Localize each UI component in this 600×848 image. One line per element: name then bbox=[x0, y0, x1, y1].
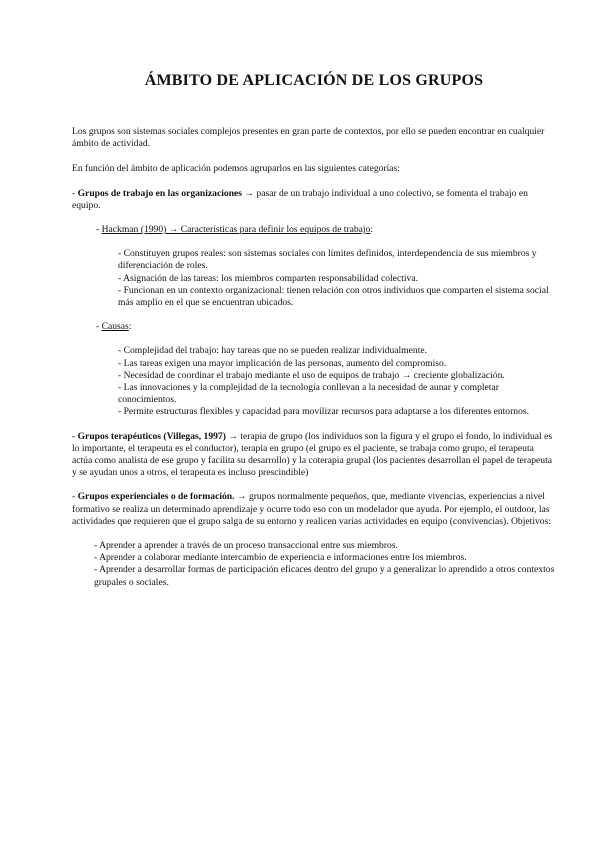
hackman-dash: - bbox=[96, 224, 102, 236]
causes-list bbox=[118, 345, 556, 418]
work-groups-dash: - bbox=[72, 187, 78, 199]
work-groups-paragraph bbox=[72, 188, 556, 212]
intro-paragraph: Los grupos son sistemas sociales complejos presentes en gran parte de contextos, por ello se pueden encontrar en cualquier ámbito de actividad. bbox=[72, 126, 545, 150]
list-item: - Aprender a aprender a través de un proceso transaccional entre sus miembros. bbox=[94, 540, 398, 552]
hackman-label: Hackman (1990) → Características para definir los equipos de trabajo bbox=[101, 224, 371, 236]
list-item: - Aprender a desarrollar formas de participación eficaces dentro del grupo y a generalizar lo aprendido a otros contextos grupales o sociales. bbox=[94, 564, 555, 588]
causes-heading-line bbox=[96, 321, 556, 333]
causes-label: Causas bbox=[101, 321, 129, 333]
list-item: - Permite estructuras flexibles y capacidad para movilizar recursos para adaptarse a los diferentes entornos. bbox=[118, 406, 530, 418]
page-title: ÁMBITO DE APLICACIÓN DE LOS GRUPOS bbox=[144, 72, 484, 89]
categories-intro: En función del ámbito de aplicación podemos agruparlos en las siguientes categorías: bbox=[72, 163, 400, 175]
experiential-paragraph bbox=[72, 491, 556, 528]
causes-colon: : bbox=[128, 321, 132, 333]
list-item: - Aprender a colaborar mediante intercambio de experiencia e informaciones entre los miembros. bbox=[94, 552, 467, 564]
therapeutic-paragraph bbox=[72, 431, 556, 480]
experiential-heading: Grupos experienciales o de formación. bbox=[77, 491, 235, 503]
therapeutic-text: → terapia de grupo (los individuos son la figura y el grupo el fondo, lo individual es lo importante, el terapeuta es el conductor), terapia en grupo (el grupo es el paciente, se trabaja como grupo, el terapeuta actúa como analista de ese grupo y facilita su desarrollo) y la coterapia grupal (los pacientes desarrollan el papel de terapeuta y se ayudan unos a otros, el terapeuta es incluso prescindible) bbox=[72, 430, 553, 479]
hackman-list bbox=[118, 248, 556, 309]
list-item: - Las tareas exigen una mayor implicación de las personas, aumento del compromiso. bbox=[118, 357, 447, 369]
experiential-text: → grupos normalmente pequeños, que, mediante vivencias, experiencias a nivel formativo se realiza un determinado aprendizaje y ocurre todo eso con un modelador que ayuda. Por ejemplo, el outdoor, las actividades que requieren que el grupo salga de su entorno y realicen varias actividades en equipo (convivencias). Objetivos: bbox=[72, 491, 551, 527]
hackman-colon: : bbox=[370, 224, 374, 236]
therapeutic-heading: Grupos terapéuticos (Villegas, 1997) bbox=[77, 430, 226, 442]
list-item: - Necesidad de coordinar el trabajo mediante el uso de equipos de trabajo → creciente globalización. bbox=[118, 369, 505, 381]
list-item: - Complejidad del trabajo: hay tareas que no se pueden realizar individualmente. bbox=[118, 345, 428, 357]
therapeutic-dash: - bbox=[72, 430, 78, 442]
work-groups-heading: Grupos de trabajo en las organizaciones bbox=[77, 187, 243, 199]
objectives-list bbox=[94, 540, 556, 589]
list-item: - Las innovaciones y la complejidad de la tecnología conllevan a la necesidad de aunar y completar conocimientos. bbox=[118, 382, 499, 406]
work-groups-text: → pasar de un trabajo individual a uno colectivo, se fomenta el trabajo en equipo. bbox=[72, 187, 528, 211]
causes-dash: - bbox=[96, 321, 102, 333]
hackman-heading-line bbox=[96, 224, 556, 236]
list-item: - Constituyen grupos reales: son sistemas sociales con límites definidos, interdependencia de sus miembros y diferenciación de roles. bbox=[118, 248, 537, 272]
list-item: - Asignación de las tareas: los miembros comparten responsabilidad colectiva. bbox=[118, 272, 418, 284]
experiential-dash: - bbox=[72, 491, 78, 503]
list-item: - Funcionan en un contexto organizacional: tienen relación con otros individuos que comparten el sistema social más amplio en el que se encuentran ubicados. bbox=[118, 284, 549, 309]
